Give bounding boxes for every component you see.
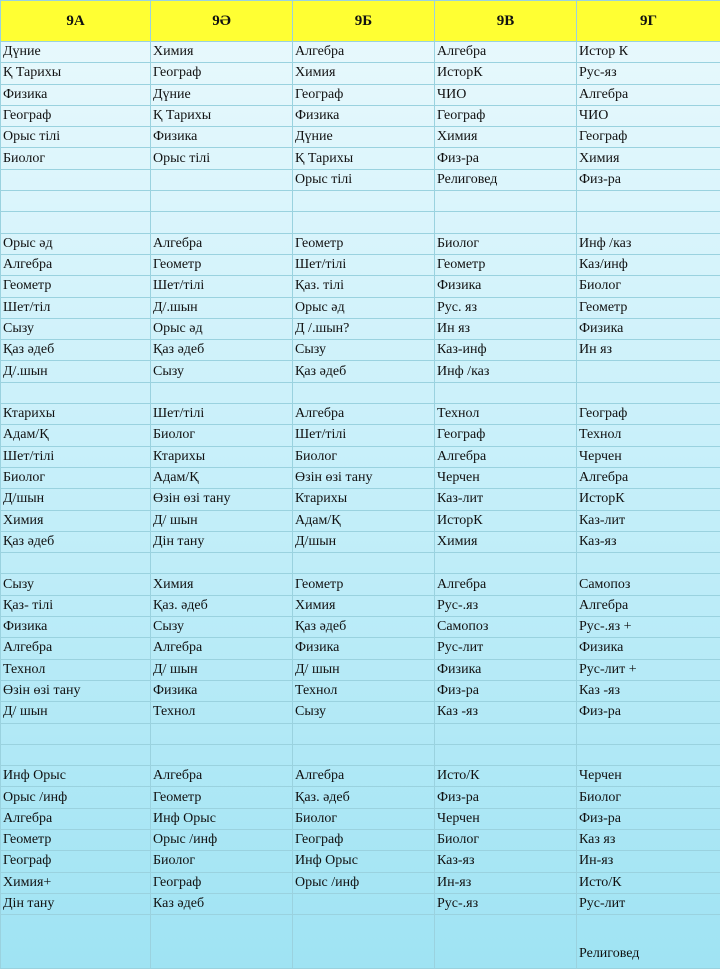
table-cell: Инф /каз bbox=[435, 361, 577, 382]
table-cell bbox=[435, 744, 577, 765]
table-cell: Биолог bbox=[1, 467, 151, 488]
table-cell: Орыс әд bbox=[151, 318, 293, 339]
table-cell: Географ bbox=[293, 84, 435, 105]
table-cell: Химия bbox=[293, 63, 435, 84]
table-row bbox=[1, 467, 720, 488]
table-cell: Шет/тілі bbox=[1, 446, 151, 467]
table-cell: Химия bbox=[151, 574, 293, 595]
table-cell bbox=[151, 723, 293, 744]
table-cell: Қаз- тілі bbox=[1, 595, 151, 616]
table-row bbox=[1, 63, 720, 84]
table-cell: Биолог bbox=[1, 148, 151, 169]
table-cell: Физ-ра bbox=[577, 808, 720, 829]
table-cell: Дүние bbox=[151, 84, 293, 105]
table-cell: Химия bbox=[577, 148, 720, 169]
table-cell bbox=[293, 553, 435, 574]
table-row bbox=[1, 872, 720, 893]
table-cell: ЧИО bbox=[577, 105, 720, 126]
table-cell: Қ Тарихы bbox=[293, 148, 435, 169]
table-cell: Геометр bbox=[293, 233, 435, 254]
column-header: 9Б bbox=[293, 1, 435, 42]
table-cell: Д/ шын bbox=[293, 659, 435, 680]
table-row bbox=[1, 169, 720, 190]
table-cell: Геометр bbox=[577, 297, 720, 318]
table-cell bbox=[577, 191, 720, 212]
table-cell: Географ bbox=[1, 851, 151, 872]
table-cell: Адам/Қ bbox=[293, 510, 435, 531]
table-cell bbox=[293, 723, 435, 744]
table-cell: Физ-ра bbox=[435, 148, 577, 169]
table-row bbox=[1, 340, 720, 361]
table-row bbox=[1, 105, 720, 126]
table-row bbox=[1, 766, 720, 787]
column-header: 9А bbox=[1, 1, 151, 42]
table-cell: Химия bbox=[293, 595, 435, 616]
table-cell: Сызу bbox=[1, 574, 151, 595]
table-cell: Алгебра bbox=[435, 574, 577, 595]
table-cell: ИсторК bbox=[577, 489, 720, 510]
table-cell: ИсторК bbox=[435, 63, 577, 84]
table-cell bbox=[577, 553, 720, 574]
header-row bbox=[1, 1, 720, 42]
table-cell: Биолог bbox=[151, 851, 293, 872]
table-cell: Самопоз bbox=[435, 617, 577, 638]
table-cell: Шет/тілі bbox=[151, 276, 293, 297]
table-row bbox=[1, 297, 720, 318]
table-cell bbox=[1, 212, 151, 233]
table-cell: Географ bbox=[577, 127, 720, 148]
table-row bbox=[1, 318, 720, 339]
table-cell: Шет/тіл bbox=[1, 297, 151, 318]
table-cell: Алгебра bbox=[293, 404, 435, 425]
column-header: 9Г bbox=[577, 1, 720, 42]
table-row bbox=[1, 191, 720, 212]
table-cell: Сызу bbox=[151, 617, 293, 638]
table-cell: Технол bbox=[1, 659, 151, 680]
table-cell: Алгебра bbox=[151, 766, 293, 787]
table-cell bbox=[577, 212, 720, 233]
table-cell: Биолог bbox=[577, 276, 720, 297]
table-row bbox=[1, 574, 720, 595]
table-cell bbox=[151, 191, 293, 212]
table-cell: Алгебра bbox=[1, 638, 151, 659]
table-cell: Физика bbox=[151, 680, 293, 701]
table-row bbox=[1, 42, 720, 63]
table-cell: Географ bbox=[151, 872, 293, 893]
table-cell: Орыс әд bbox=[1, 233, 151, 254]
table-cell bbox=[577, 723, 720, 744]
table-cell: Биолог bbox=[577, 787, 720, 808]
table-cell: Каз-яз bbox=[577, 531, 720, 552]
table-cell bbox=[1, 915, 151, 969]
table-cell: Географ bbox=[435, 425, 577, 446]
table-cell: ЧИО bbox=[435, 84, 577, 105]
table-cell: Инф /каз bbox=[577, 233, 720, 254]
table-cell: Исто/К bbox=[577, 872, 720, 893]
table-cell: Физ-ра bbox=[435, 787, 577, 808]
table-cell: Ктарихы bbox=[1, 404, 151, 425]
table-cell: Биолог bbox=[293, 808, 435, 829]
table-cell: Ктарихы bbox=[151, 446, 293, 467]
table-cell: Каз/инф bbox=[577, 254, 720, 275]
table-cell bbox=[577, 361, 720, 382]
table-cell: Д/шын bbox=[293, 531, 435, 552]
table-cell: Орыс тілі bbox=[1, 127, 151, 148]
column-header: 9Ә bbox=[151, 1, 293, 42]
table-cell: Дін тану bbox=[1, 893, 151, 914]
table-cell: Сызу bbox=[151, 361, 293, 382]
table-cell: Черчен bbox=[577, 446, 720, 467]
table-cell: Геометр bbox=[151, 254, 293, 275]
column-header: 9В bbox=[435, 1, 577, 42]
table-cell: Религовед bbox=[435, 169, 577, 190]
table-cell bbox=[151, 915, 293, 969]
table-row bbox=[1, 84, 720, 105]
table-cell bbox=[435, 212, 577, 233]
table-cell: Алгебра bbox=[293, 42, 435, 63]
table-row bbox=[1, 915, 720, 969]
table-cell: Технол bbox=[577, 425, 720, 446]
table-cell bbox=[435, 382, 577, 403]
table-cell: ИсторК bbox=[435, 510, 577, 531]
table-cell: Физика bbox=[293, 105, 435, 126]
table-cell: Қаз. тілі bbox=[293, 276, 435, 297]
table-cell: Д/.шын bbox=[1, 361, 151, 382]
table-cell: Инф Орыс bbox=[1, 766, 151, 787]
table-cell: Алгебра bbox=[577, 595, 720, 616]
table-cell bbox=[151, 553, 293, 574]
table-cell: Ин-яз bbox=[577, 851, 720, 872]
table-cell: Рус. яз bbox=[435, 297, 577, 318]
table-row bbox=[1, 531, 720, 552]
table-cell: Қаз әдеб bbox=[151, 340, 293, 361]
table-cell: Геометр bbox=[151, 787, 293, 808]
table-cell: Д /.шын? bbox=[293, 318, 435, 339]
table-cell: Географ bbox=[435, 105, 577, 126]
table-cell: Химия bbox=[435, 531, 577, 552]
table-cell: Химия bbox=[1, 510, 151, 531]
table-cell bbox=[293, 212, 435, 233]
table-cell: Физ-ра bbox=[435, 680, 577, 701]
table-row bbox=[1, 510, 720, 531]
table-cell: Географ bbox=[577, 404, 720, 425]
table-row bbox=[1, 382, 720, 403]
table-cell bbox=[151, 212, 293, 233]
table-cell: Қаз әдеб bbox=[1, 531, 151, 552]
table-row bbox=[1, 893, 720, 914]
table-cell: Өзін өзі тану bbox=[1, 680, 151, 701]
table-row bbox=[1, 723, 720, 744]
table-row bbox=[1, 148, 720, 169]
table-cell: Каз -яз bbox=[435, 702, 577, 723]
table-cell: Черчен bbox=[435, 808, 577, 829]
table-row bbox=[1, 680, 720, 701]
table-cell: Химия bbox=[435, 127, 577, 148]
table-row bbox=[1, 638, 720, 659]
table-row bbox=[1, 808, 720, 829]
table-cell: Каз яз bbox=[577, 829, 720, 850]
table-cell: Химия+ bbox=[1, 872, 151, 893]
table-cell: Истор К bbox=[577, 42, 720, 63]
table-row bbox=[1, 212, 720, 233]
table-cell: Қаз әдеб bbox=[1, 340, 151, 361]
table-cell: Шет/тілі bbox=[293, 425, 435, 446]
table-cell: Технол bbox=[435, 404, 577, 425]
table-cell: Қаз әдеб bbox=[293, 617, 435, 638]
table-cell: Сызу bbox=[293, 702, 435, 723]
table-cell bbox=[1, 191, 151, 212]
table-cell: Каз әдеб bbox=[151, 893, 293, 914]
table-cell: Геометр bbox=[1, 276, 151, 297]
table-cell: Самопоз bbox=[577, 574, 720, 595]
table-cell: Рус-лит + bbox=[577, 659, 720, 680]
table-cell: Дін тану bbox=[151, 531, 293, 552]
table-cell: Черчен bbox=[435, 467, 577, 488]
table-cell: Биолог bbox=[435, 829, 577, 850]
table-row bbox=[1, 702, 720, 723]
table-row bbox=[1, 595, 720, 616]
table-cell: Шет/тілі bbox=[293, 254, 435, 275]
table-cell: Дүние bbox=[293, 127, 435, 148]
table-cell: Физ-ра bbox=[577, 169, 720, 190]
table-cell: Каз-инф bbox=[435, 340, 577, 361]
table-cell bbox=[1, 744, 151, 765]
table-cell: Өзін өзі тану bbox=[151, 489, 293, 510]
table-cell: Д/ шын bbox=[1, 702, 151, 723]
table-cell: Каз -яз bbox=[577, 680, 720, 701]
table-row bbox=[1, 276, 720, 297]
table-cell: Қ Тарихы bbox=[1, 63, 151, 84]
table-row bbox=[1, 744, 720, 765]
table-cell: Қаз әдеб bbox=[293, 361, 435, 382]
table-cell: Ктарихы bbox=[293, 489, 435, 510]
table-row bbox=[1, 254, 720, 275]
table-cell bbox=[435, 915, 577, 969]
table-cell bbox=[1, 169, 151, 190]
table-cell: Инф Орыс bbox=[293, 851, 435, 872]
table-cell: Физика bbox=[577, 638, 720, 659]
table-cell: Географ bbox=[151, 63, 293, 84]
table-cell: Физика bbox=[435, 659, 577, 680]
table-cell: Физика bbox=[293, 638, 435, 659]
table-cell: Каз-лит bbox=[577, 510, 720, 531]
table-cell: Д/ шын bbox=[151, 659, 293, 680]
table-cell: Химия bbox=[151, 42, 293, 63]
table-row bbox=[1, 829, 720, 850]
table-cell: Рус-яз bbox=[577, 63, 720, 84]
table-cell: Рус-.яз bbox=[435, 893, 577, 914]
table-cell bbox=[293, 191, 435, 212]
table-cell: Технол bbox=[151, 702, 293, 723]
table-cell: Алгебра bbox=[1, 808, 151, 829]
table-cell: Орыс /инф bbox=[1, 787, 151, 808]
table-cell: Физ-ра bbox=[577, 702, 720, 723]
table-row bbox=[1, 787, 720, 808]
table-cell: Алгебра bbox=[435, 42, 577, 63]
table-cell: Орыс әд bbox=[293, 297, 435, 318]
table-cell: Өзін өзі тану bbox=[293, 467, 435, 488]
table-cell bbox=[435, 553, 577, 574]
table-cell: Сызу bbox=[293, 340, 435, 361]
table-cell bbox=[1, 723, 151, 744]
table-cell bbox=[293, 744, 435, 765]
table-cell: Ин яз bbox=[577, 340, 720, 361]
table-cell bbox=[151, 382, 293, 403]
table-cell: Геометр bbox=[293, 574, 435, 595]
table-row bbox=[1, 233, 720, 254]
table-cell bbox=[293, 382, 435, 403]
schedule-body bbox=[1, 42, 720, 969]
table-cell: Физика bbox=[435, 276, 577, 297]
table-row bbox=[1, 553, 720, 574]
table-cell: Орыс /инф bbox=[293, 872, 435, 893]
table-cell: Адам/Қ bbox=[1, 425, 151, 446]
table-cell: Д/ шын bbox=[151, 510, 293, 531]
table-cell: Рус-лит bbox=[435, 638, 577, 659]
table-cell: Биолог bbox=[435, 233, 577, 254]
table-cell: Қаз. әдеб bbox=[293, 787, 435, 808]
table-cell: Инф Орыс bbox=[151, 808, 293, 829]
table-cell: Адам/Қ bbox=[151, 467, 293, 488]
table-cell: Каз-лит bbox=[435, 489, 577, 510]
table-cell: Биолог bbox=[151, 425, 293, 446]
table-cell bbox=[1, 553, 151, 574]
table-cell: Ин яз bbox=[435, 318, 577, 339]
table-cell: Алгебра bbox=[1, 254, 151, 275]
table-cell: Исто/К bbox=[435, 766, 577, 787]
table-cell: Каз-яз bbox=[435, 851, 577, 872]
table-cell: Алгебра bbox=[577, 467, 720, 488]
table-cell: Алгебра bbox=[293, 766, 435, 787]
table-cell: Геометр bbox=[1, 829, 151, 850]
table-row bbox=[1, 446, 720, 467]
table-cell: Биолог bbox=[293, 446, 435, 467]
table-cell: Алгебра bbox=[151, 638, 293, 659]
table-cell bbox=[151, 744, 293, 765]
table-cell: Алгебра bbox=[151, 233, 293, 254]
table-cell: Сызу bbox=[1, 318, 151, 339]
table-row bbox=[1, 404, 720, 425]
table-cell: Географ bbox=[293, 829, 435, 850]
table-cell bbox=[293, 915, 435, 969]
table-cell: Физика bbox=[1, 617, 151, 638]
table-row bbox=[1, 361, 720, 382]
table-cell: Физика bbox=[577, 318, 720, 339]
table-cell: Черчен bbox=[577, 766, 720, 787]
table-cell: Рус-.яз + bbox=[577, 617, 720, 638]
table-cell: Қ Тарихы bbox=[151, 105, 293, 126]
table-row bbox=[1, 489, 720, 510]
table-cell: Физика bbox=[151, 127, 293, 148]
table-cell: Қаз. әдеб bbox=[151, 595, 293, 616]
table-cell: Алгебра bbox=[435, 446, 577, 467]
table-cell: Рус-.яз bbox=[435, 595, 577, 616]
table-cell: Орыс /инф bbox=[151, 829, 293, 850]
table-cell bbox=[435, 723, 577, 744]
table-cell: Религовед bbox=[577, 915, 720, 969]
table-cell: Д/шын bbox=[1, 489, 151, 510]
table-cell bbox=[293, 893, 435, 914]
table-cell: Орыс тілі bbox=[151, 148, 293, 169]
table-cell: Алгебра bbox=[577, 84, 720, 105]
table-cell: Рус-лит bbox=[577, 893, 720, 914]
table-cell: Орыс тілі bbox=[293, 169, 435, 190]
table-row bbox=[1, 425, 720, 446]
table-cell: Шет/тілі bbox=[151, 404, 293, 425]
table-row bbox=[1, 127, 720, 148]
table-cell: Географ bbox=[1, 105, 151, 126]
table-cell: Ин-яз bbox=[435, 872, 577, 893]
table-row bbox=[1, 617, 720, 638]
table-cell bbox=[1, 382, 151, 403]
table-cell: Технол bbox=[293, 680, 435, 701]
table-cell bbox=[577, 744, 720, 765]
table-row bbox=[1, 851, 720, 872]
table-cell bbox=[151, 169, 293, 190]
table-row bbox=[1, 659, 720, 680]
table-cell bbox=[435, 191, 577, 212]
table-cell: Д/.шын bbox=[151, 297, 293, 318]
table-cell: Геометр bbox=[435, 254, 577, 275]
table-cell: Дүние bbox=[1, 42, 151, 63]
table-cell: Физика bbox=[1, 84, 151, 105]
table-cell bbox=[577, 382, 720, 403]
